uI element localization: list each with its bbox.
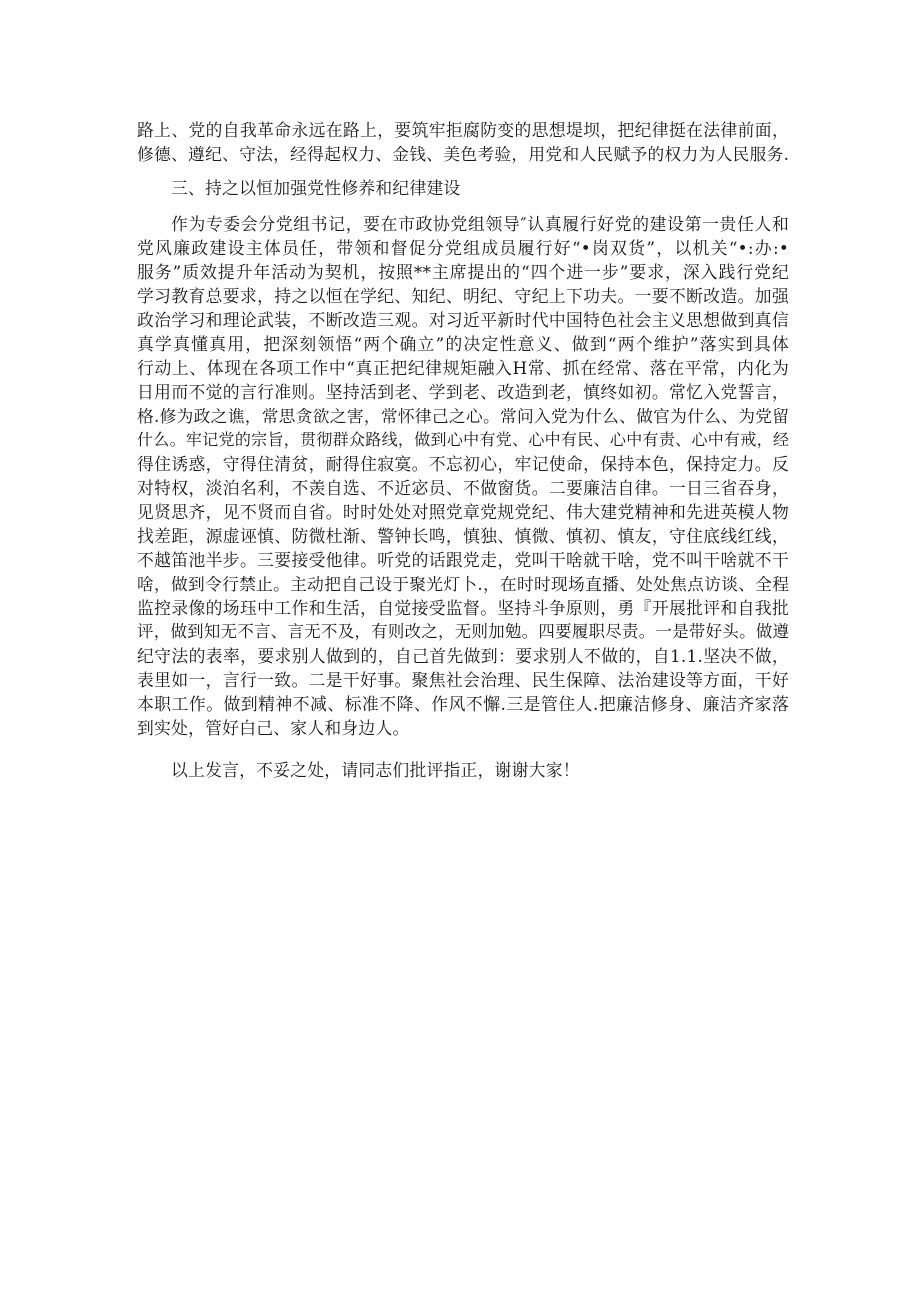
text-line: 监控录像的场珏中工作和生活，自觉接受监督。坚持斗争原则，勇『开展批评和自我批 — [137, 598, 789, 618]
paragraph-1 — [137, 118, 789, 166]
text-line: 路上、党的自我革命永远在路上，要筑牢拒腐防变的思想堤坝，把纪律挺在法律前面， — [137, 120, 789, 140]
text-line: 服务”质效提升年活动为契机，按照**主席提出的“四个进一步”要求，深入践行党纪 — [137, 262, 789, 282]
section-heading: 三、持之以恒加强党性修养和纪律建设 — [171, 178, 461, 198]
text-line: 本职工作。做到精神不减、标准不降、作风不懈.三是管住人.把廉洁修身、廉洁齐家落 — [137, 694, 789, 714]
document-body — [137, 118, 789, 782]
text-line: 行动上、体现在各项工作中“真正把纪律规矩融入H常、抓在经常、落在平常，内化为 — [137, 358, 789, 378]
text-line: 不越笛池半步。三要接受他律。听党的话跟党走，党叫干啥就干啥，党不叫干啥就不干 — [137, 550, 789, 570]
text-line: 什么。牢记党的宗旨，贯彻群众路线，做到心中有党、心中有民、心中有责、心中有戒，经 — [137, 430, 789, 449]
text-line: 到实处，管好白己、家人和身边人。 — [137, 718, 410, 738]
text-line: 找差距，源虚诬慎、防微杜渐、警钟长鸣，慎独、慎微、慎初、慎友，守住底线红线， — [137, 526, 789, 546]
text-line: 见贤思齐，见不贤而自省。时时处处对照党章党规党纪、伟大建党精神和先进英模人物 — [137, 502, 789, 522]
text-line: 评，做到知无不言、言无不及，有则改之，无则加勉。四要履职尽责。一是带好头。做遵 — [137, 622, 789, 641]
text-line: 党风廉政建设主体员任，带领和督促分党组成员履行好“•岗双货”，以机关“•:办:• — [137, 238, 789, 258]
text-line: 纪守法的表率，要求别人做到的，自己首先做到：要求别人不做的，自1.1.坚决不做， — [137, 646, 789, 666]
text-line: 真学真懂真用，把深刻领悟“两个确立”的决定性意义、做到“两个维护”落实到具体 — [137, 334, 789, 354]
text-line: 啥，做到令行禁止。主动把自己设于聚光灯卜.，在时时现场直播、处处焦点访谈、全程 — [137, 574, 789, 594]
text-line: 日用而不觉的言行准则。坚持活到老、学到老、改造到老，慎终如初。常忆入党誓言， — [137, 382, 789, 402]
text-line: 政治学习和理论武装，不断改造三观。对习近平新时代中国特色社会主义思想做到真信 — [137, 310, 789, 330]
text-line: 对特权，淡泊名利，不羡自选、不近宓员、不做窗货。二要廉洁自律。一日三省吞身， — [137, 478, 789, 498]
closing-remark: 以上发言，不妥之处，请同志们批评指正，谢谢大家！ — [171, 760, 580, 780]
text-line: 修德、遵纪、守法，经得起权力、金钱、美色考验，用党和人民赋予的权力为人民服务. — [137, 144, 789, 164]
paragraph-2 — [137, 212, 789, 740]
text-line: 表里如一，言行一致。二是干好事。聚焦社会治理、民生保障、法治建设等方面，干好 — [137, 670, 789, 690]
text-line: 得住诱惑，守得住清贫，耐得住寂寞。不忘初心，牢记使命，保持本色，保持定力。反 — [137, 454, 789, 474]
text-line: 格.修为政之谯，常思贪欲之害，常怀律己之心。常问入党为什么、做官为什么、为党留 — [137, 406, 789, 426]
text-line: 学习教育总要求，持之以恒在学纪、知纪、明纪、守纪上下功夫。一要不断改造。加强 — [137, 286, 789, 306]
text-line: 作为专委会分党组书记，要在市政协党组领导″认真履行好党的建设第一贵任人和 — [171, 214, 789, 234]
